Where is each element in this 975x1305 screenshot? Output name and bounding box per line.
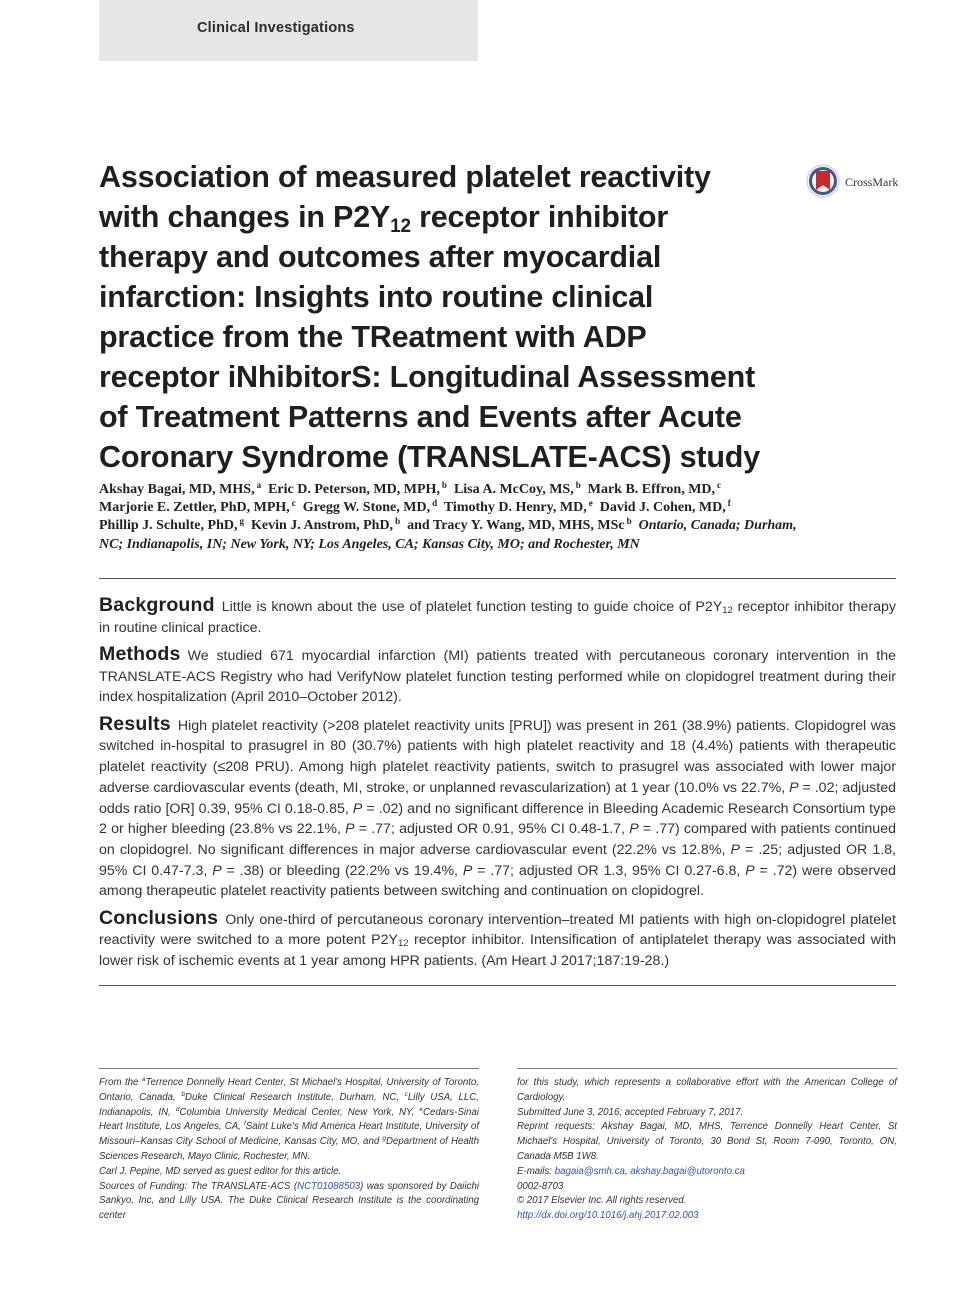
results-text: = .25; adjusted OR 1.8, 95% CI 0.47-7.3,: [99, 841, 896, 879]
p-symbol: P: [345, 821, 355, 838]
footnote-text: Duke Clinical Research Institute, Durham, NC,: [185, 1091, 405, 1103]
affiliation-marker: e: [588, 498, 593, 509]
author-name: Mark B. Effron, MD,: [587, 482, 716, 497]
p-symbol: P: [352, 800, 363, 817]
results-text: = .72) were observed among therapeutic platelet reactivity patients between switching and continuation on clopidogrel.: [99, 862, 896, 900]
article-title: [99, 157, 789, 477]
results-text: = .77; adjusted OR 1.3, 95% CI 0.27-6.8,: [472, 862, 746, 879]
p-symbol: P: [745, 862, 755, 879]
affiliation-marker: f: [727, 498, 731, 509]
p-symbol: P: [212, 862, 222, 879]
author-line: [99, 499, 899, 517]
footnotes-left: [99, 1076, 479, 1224]
affiliation-marker: g: [239, 516, 244, 527]
background-heading: Background: [99, 594, 215, 616]
affiliation-marker: b: [441, 480, 447, 490]
crossmark-badge[interactable]: [806, 164, 916, 200]
conclusions-text: Only one-third of percutaneous coronary intervention–treated MI patients with high on-clopidogrel platelet reactivity were switched to a more potent P2Y: [99, 911, 896, 949]
affiliation-marker: b: [395, 516, 401, 527]
footnote-divider-right: [517, 1068, 897, 1069]
abstract-background: [99, 595, 896, 638]
title-line: Coronary Syndrome (TRANSLATE-ACS) study: [99, 440, 760, 474]
author-list: [99, 481, 899, 554]
affiliation-marker: b: [181, 1090, 186, 1098]
footnote-text: Cedars-Sinai Heart Institute, Los Angeles, CA,: [99, 1106, 479, 1133]
footnote-text: Lilly USA, LLC, Indianapolis, IN,: [99, 1091, 479, 1118]
methods-text: We studied 671 myocardial infarction (MI) patients treated with percutaneous coronary intervention in the TRANSLATE-ACS Registry who had VerifyNow platelet function testing performed while on clopidogrel treatment during their index hospitalization (April 2010–October 2012).: [99, 648, 896, 706]
affiliation-marker: b: [626, 516, 632, 527]
footnote-text: From the: [99, 1077, 142, 1088]
affiliations: [99, 1076, 479, 1165]
footnotes-right: [517, 1076, 897, 1224]
footnote-text: Department of Health Sciences Research, Mayo Clinic, Rochester, MN.: [99, 1136, 479, 1162]
doi-line: [517, 1209, 897, 1224]
title-line: receptor inhibitor: [410, 200, 669, 234]
reprint-requests: Reprint requests: Akshay Bagai, MD, MHS, Terrence Donnelly Heart Center, St Michael's Hospital, University of Toronto, 30 Bond St, Room 7-090, Toronto, ON, Canada M5B 1W8.: [517, 1121, 897, 1162]
affiliation-marker: e: [419, 1105, 423, 1113]
section-header: [99, 0, 478, 61]
title-line: practice from the TReatment with ADP: [99, 320, 647, 354]
author-name: and Tracy Y. Wang, MD, MHS, MSc: [407, 518, 625, 534]
crossmark-label: CrossMark: [845, 175, 899, 189]
title-line: receptor iNhibitorS: Longitudinal Assessment: [99, 360, 756, 394]
author-name: Timothy D. Henry, MD,: [443, 500, 587, 516]
author-name: David J. Cohen, MD,: [599, 500, 726, 516]
email-line: [517, 1165, 897, 1180]
affiliation-marker: b: [575, 480, 581, 490]
submission-dates: Submitted June 3, 2016; accepted February 7, 2017.: [517, 1106, 744, 1118]
affiliation-marker: f: [243, 1120, 246, 1128]
author-line: [99, 517, 899, 535]
footnote-text: Terrence Donnelly Heart Center, St Michael's Hospital, University of Toronto, Ontario, Canada,: [99, 1077, 479, 1103]
affiliation-marker: d: [175, 1105, 180, 1113]
title-line: of Treatment Patterns and Events after Acute: [99, 400, 742, 434]
affiliation-marker: c: [291, 498, 296, 509]
title-line: Association of measured platelet reactivity: [99, 160, 711, 194]
subscript: 12: [722, 605, 733, 616]
results-text: = .77) compared with patients continued on clopidogrel. No significant differences in major adverse cardiovascular event (22.2% vs 12.8%,: [99, 821, 896, 858]
affiliation-marker: d: [432, 498, 438, 509]
author-line: [99, 481, 899, 499]
email-label: E-mails:: [517, 1165, 555, 1177]
affiliation-marker: g: [382, 1135, 386, 1143]
author-name: Lisa A. McCoy, MS,: [453, 482, 574, 497]
results-heading: Results: [99, 712, 171, 735]
abstract-results: [99, 714, 896, 902]
email-link[interactable]: bagaia@smh.ca: [554, 1165, 625, 1177]
p-symbol: P: [730, 841, 740, 858]
title-line: infarction: Insights into routine clinical: [99, 280, 654, 314]
crossmark-icon: [806, 164, 840, 198]
affiliation-marker: a: [141, 1076, 146, 1083]
abstract: [99, 595, 896, 977]
conclusions-heading: Conclusions: [99, 906, 219, 929]
funding-note: [99, 1180, 479, 1224]
methods-heading: Methods: [99, 643, 181, 665]
abstract-conclusions: [99, 908, 896, 972]
results-text: = .77; adjusted OR 0.91, 95% CI 0.48-1.7,: [354, 821, 630, 838]
affiliation-marker: a: [256, 480, 262, 490]
trial-registry-link[interactable]: NCT01088503: [297, 1180, 361, 1192]
guest-editor-note: Carl J. Pepine, MD served as guest editor for this article.: [99, 1165, 342, 1177]
author-name: Akshay Bagai, MD, MHS,: [99, 482, 255, 497]
email-separator: ,: [624, 1165, 631, 1177]
author-locations: NC; Indianapolis, IN; New York, NY; Los Angeles, CA; Kansas City, MO; and Rochester, MN: [99, 536, 640, 552]
author-name: Kevin J. Anstrom, PhD,: [250, 518, 394, 534]
author-name: Eric D. Peterson, MD, MPH,: [268, 482, 440, 497]
copyright: © 2017 Elsevier Inc. All rights reserved.: [517, 1195, 687, 1207]
background-text: Little is known about the use of platelet function testing to guide choice of P2Y: [221, 599, 723, 615]
author-line: [99, 536, 899, 554]
results-text: = .38) or bleeding (22.2% vs 19.4%,: [221, 862, 463, 879]
abstract-methods: [99, 644, 896, 708]
author-name: Marjorie E. Zettler, PhD, MPH,: [99, 500, 290, 516]
author-name: Phillip J. Schulte, PhD,: [99, 518, 238, 534]
issn: 0002-8703: [517, 1180, 564, 1192]
conclusions-text: receptor inhibitor. Intensification of antiplatelet therapy was associated with lower risk of ischemic events at 1 year among HPR patients. (Am Heart J 2017;187:19-28.): [99, 932, 897, 970]
affiliation-marker: c: [404, 1090, 408, 1098]
footnote-divider-left: [99, 1068, 479, 1069]
results-text: = .02; adjusted odds ratio [OR] 0.39, 95% CI 0.18-0.85,: [99, 779, 896, 817]
funding-note-continued: for this study, which represents a collaborative effort with the American College of Cardiology.: [517, 1077, 897, 1103]
author-locations: Ontario, Canada; Durham,: [638, 518, 797, 534]
footnote-text: Columbia University Medical Center, New York, NY,: [179, 1106, 420, 1118]
subscript: 12: [397, 938, 409, 950]
p-symbol: P: [462, 862, 473, 879]
title-subscript: 12: [390, 216, 411, 237]
doi-link[interactable]: http://dx.doi.org/10.1016/j.ahj.2017.02.003: [517, 1210, 699, 1222]
top-divider: [99, 578, 896, 579]
author-name: Gregg W. Stone, MD,: [302, 500, 431, 516]
affiliation-marker: c: [717, 480, 722, 490]
footnote-text: Sources of Funding: The TRANSLATE-ACS (: [99, 1180, 298, 1192]
footnote-text: ) was sponsored by Daiichi Sankyo, Inc, and Lilly USA. The Duke Clinical Research Institute is the coordinating center: [99, 1180, 479, 1222]
email-link[interactable]: akshay.bagai@utoronto.ca: [630, 1165, 745, 1177]
results-text: High platelet reactivity (>208 platelet reactivity units [PRU]) was present in 261 (38.9%) patients. Clopidogrel was switched in-hospital to prasugrel in 80 (30.7%) patients with high platelet reactivity and 18 (4.4%) patients with therapeutic platelet reactivity (≤208 PRU). Among high platelet reactivity patients, switch to prasugrel was associated with lower major adverse cardiovascular events (death, MI, stroke, or unplanned revascularization) at 1 year (10.0% vs 22.7%,: [99, 717, 896, 796]
footnote-text: Saint Luke's Mid America Heart Institute, University of Missouri–Kansas City School of Medicine, Kansas City, MO, and: [99, 1121, 480, 1148]
p-symbol: P: [629, 821, 639, 838]
bottom-divider: [99, 985, 896, 986]
section-label: Clinical Investigations: [197, 20, 355, 36]
title-line: with changes in P2Y: [99, 200, 391, 234]
results-text: = .02) and no significant difference in Bleeding Academic Research Consortium type 2 or higher bleeding (23.8% vs 22.1%,: [99, 800, 896, 838]
p-symbol: P: [789, 779, 799, 796]
background-text: receptor inhibitor therapy in routine clinical practice.: [99, 599, 896, 636]
title-line: therapy and outcomes after myocardial: [99, 240, 662, 274]
